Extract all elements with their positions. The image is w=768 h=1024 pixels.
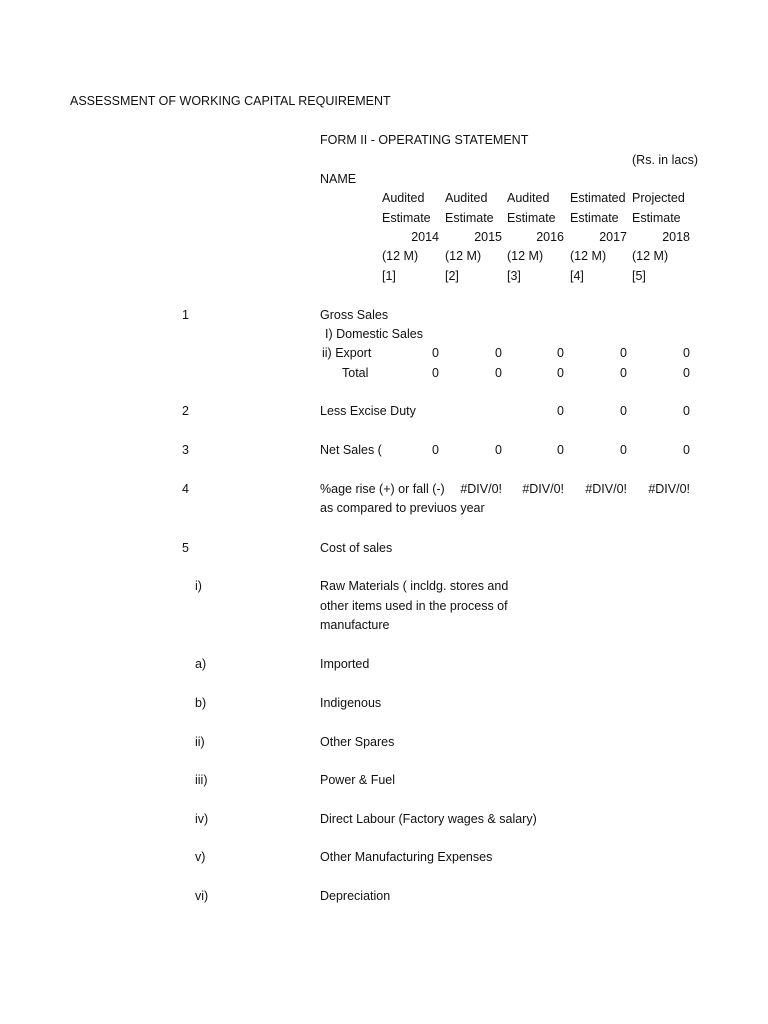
pct-rise-value-5: #DIV/0! xyxy=(648,482,690,496)
export-value-2: 0 xyxy=(495,346,502,360)
col-2-year: 2015 xyxy=(474,230,502,244)
row-label-total: Total xyxy=(342,366,369,380)
row-number: 3 xyxy=(182,443,189,457)
row-label-depreciation: Depreciation xyxy=(320,889,391,903)
col-1-index: [1] xyxy=(382,269,396,283)
col-5-type: Projected xyxy=(632,191,685,205)
row-label-other-mfg-expenses: Other Manufacturing Expenses xyxy=(320,850,493,864)
col-1-basis: Estimate xyxy=(382,211,431,225)
col-3-type: Audited xyxy=(507,191,550,205)
col-2-type: Audited xyxy=(445,191,488,205)
row-number: a) xyxy=(195,657,207,671)
col-1-year: 2014 xyxy=(411,230,439,244)
row-number: ii) xyxy=(195,735,205,749)
row-number: 5 xyxy=(182,541,189,555)
col-2-basis: Estimate xyxy=(445,211,494,225)
row-label-pct-rise: %age rise (+) or fall (-) xyxy=(320,482,445,496)
export-value-4: 0 xyxy=(620,346,627,360)
col-2-period: (12 M) xyxy=(445,249,482,263)
net-sales-value-5: 0 xyxy=(683,443,690,457)
excise-value-4: 0 xyxy=(620,404,627,418)
row-number: 2 xyxy=(182,404,189,418)
pct-rise-value-3: #DIV/0! xyxy=(522,482,564,496)
col-3-index: [3] xyxy=(507,269,521,283)
col-4-type: Estimated xyxy=(570,191,626,205)
name-label: NAME xyxy=(320,172,357,186)
row-label-cost-of-sales: Cost of sales xyxy=(320,541,393,555)
excise-value-5: 0 xyxy=(683,404,690,418)
row-label-other-spares: Other Spares xyxy=(320,735,395,749)
row-label-imported: Imported xyxy=(320,657,370,671)
net-sales-value-4: 0 xyxy=(620,443,627,457)
total-value-3: 0 xyxy=(557,366,564,380)
row-label-indigenous: Indigenous xyxy=(320,696,382,710)
col-4-basis: Estimate xyxy=(570,211,619,225)
row-number: 4 xyxy=(182,482,189,496)
export-value-5: 0 xyxy=(683,346,690,360)
pct-rise-value-4: #DIV/0! xyxy=(585,482,627,496)
net-sales-value-2: 0 xyxy=(495,443,502,457)
col-2-index: [2] xyxy=(445,269,459,283)
col-4-year: 2017 xyxy=(599,230,627,244)
row-number: b) xyxy=(195,696,207,710)
row-number: v) xyxy=(195,850,206,864)
row-label-raw-materials-3: manufacture xyxy=(320,618,390,632)
row-label-pct-rise-sub: as compared to previuos year xyxy=(320,501,485,515)
col-5-year: 2018 xyxy=(662,230,690,244)
total-value-5: 0 xyxy=(683,366,690,380)
row-number: i) xyxy=(195,579,202,593)
total-value-1: 0 xyxy=(432,366,439,380)
export-value-1: 0 xyxy=(432,346,439,360)
row-label-gross-sales: Gross Sales xyxy=(320,308,389,322)
col-4-index: [4] xyxy=(570,269,584,283)
col-5-period: (12 M) xyxy=(632,249,669,263)
row-number: vi) xyxy=(195,889,209,903)
row-number: iii) xyxy=(195,773,208,787)
row-label-net-sales: Net Sales ( xyxy=(320,443,382,457)
col-1-type: Audited xyxy=(382,191,425,205)
col-4-period: (12 M) xyxy=(570,249,607,263)
total-value-2: 0 xyxy=(495,366,502,380)
col-5-index: [5] xyxy=(632,269,646,283)
row-label-raw-materials-1: Raw Materials ( incldg. stores and xyxy=(320,579,509,593)
pct-rise-value-2: #DIV/0! xyxy=(460,482,502,496)
row-number: 1 xyxy=(182,308,189,322)
col-3-basis: Estimate xyxy=(507,211,556,225)
row-label-domestic-sales: I) Domestic Sales xyxy=(325,327,423,341)
row-label-direct-labour: Direct Labour (Factory wages & salary) xyxy=(320,812,537,826)
net-sales-value-1: 0 xyxy=(432,443,439,457)
row-number: iv) xyxy=(195,812,209,826)
row-label-raw-materials-2: other items used in the process of xyxy=(320,599,508,613)
col-5-basis: Estimate xyxy=(632,211,681,225)
form-title: FORM II - OPERATING STATEMENT xyxy=(320,133,529,147)
col-3-period: (12 M) xyxy=(507,249,544,263)
row-label-export: ii) Export xyxy=(322,346,372,360)
col-3-year: 2016 xyxy=(536,230,564,244)
row-label-excise-duty: Less Excise Duty xyxy=(320,404,416,418)
col-1-period: (12 M) xyxy=(382,249,419,263)
currency-note: (Rs. in lacs) xyxy=(632,153,698,167)
net-sales-value-3: 0 xyxy=(557,443,564,457)
row-label-power-fuel: Power & Fuel xyxy=(320,773,396,787)
document-title: ASSESSMENT OF WORKING CAPITAL REQUIREMENT xyxy=(70,94,391,108)
total-value-4: 0 xyxy=(620,366,627,380)
excise-value-3: 0 xyxy=(557,404,564,418)
export-value-3: 0 xyxy=(557,346,564,360)
